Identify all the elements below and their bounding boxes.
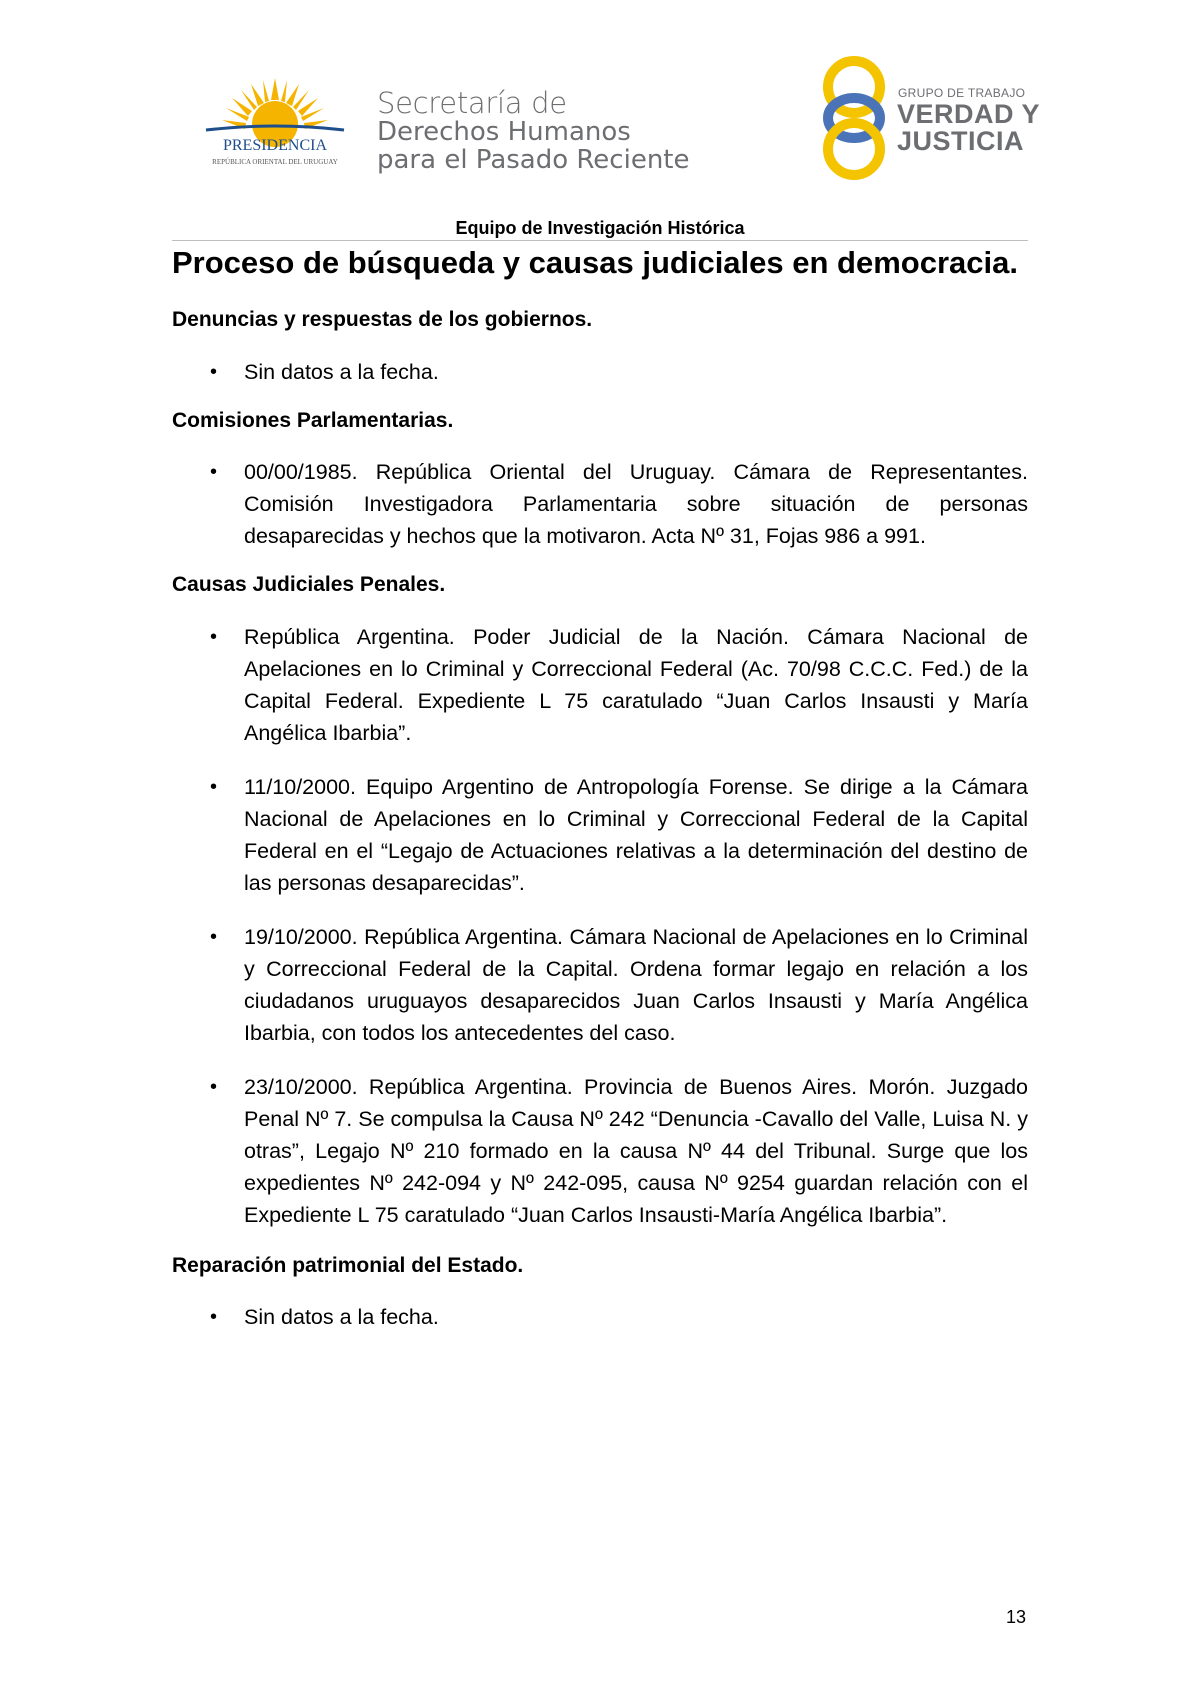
bullet-icon: • xyxy=(210,926,218,948)
page-content xyxy=(172,244,1028,1333)
secretaria-line-2: Derechos Humanos xyxy=(377,117,631,147)
list-item xyxy=(172,1071,1028,1231)
secretaria-line-3: para el Pasado Reciente xyxy=(377,145,690,175)
bullet-icon: • xyxy=(210,361,218,383)
section-heading-denuncias: Denuncias y respuestas de los gobiernos. xyxy=(172,308,593,331)
list-item-text: 00/00/1985. República Oriental del Uruguay. Cámara de Representantes. Comisión Investigadora Parlamentaria sobre situación de personas desaparecidas y hechos que la motivaron. Acta Nº 31, Fojas 986 a 991. xyxy=(244,460,1028,548)
bullet-icon: • xyxy=(210,626,218,648)
list-item xyxy=(172,771,1028,899)
list-item-text: República Argentina. Poder Judicial de la Nación. Cámara Nacional de Apelaciones en lo Criminal y Correccional Federal (Ac. 70/98 C.C.C. Fed.) de la Capital Federal. Expediente L 75 caratulado “Juan Carlos Insausti y María Angélica Ibarbia”. xyxy=(244,625,1028,745)
list-item-text: 23/10/2000. República Argentina. Provincia de Buenos Aires. Morón. Juzgado Penal Nº 7. Se compulsa la Causa Nº 242 “Denuncia -Cavallo del Valle, Luisa N. y otras”, Legajo Nº 210 formado en la causa Nº 44 del Tribunal. Surge que los expedientes Nº 242-094 y Nº 242-095, causa Nº 9254 guardan relación con el Expediente L 75 caratulado “Juan Carlos Insausti-María Angélica Ibarbia”. xyxy=(244,1075,1028,1227)
header-divider xyxy=(172,240,1028,241)
page-title: Proceso de búsqueda y causas judiciales en democracia. xyxy=(172,245,1018,280)
list-item xyxy=(172,621,1028,749)
bullet-icon: • xyxy=(210,1306,218,1328)
page-number: 13 xyxy=(1006,1607,1027,1627)
list-item xyxy=(172,1301,1028,1333)
bullet-icon: • xyxy=(210,461,218,483)
list-item-text: Sin datos a la fecha. xyxy=(244,1305,439,1329)
section-heading-causas: Causas Judiciales Penales. xyxy=(172,573,446,596)
list-item xyxy=(172,456,1028,552)
rings-icon xyxy=(822,56,892,180)
bullet-icon: • xyxy=(210,1076,218,1098)
sun-icon xyxy=(196,78,354,178)
svg-text:PRESIDENCIA: PRESIDENCIA xyxy=(222,137,328,154)
list-item xyxy=(172,356,1028,388)
team-heading: Equipo de Investigación Histórica xyxy=(455,218,745,238)
vj-line-2: JUSTICIA xyxy=(897,126,1025,156)
list-item-text: Sin datos a la fecha. xyxy=(244,360,439,384)
section-heading-comisiones: Comisiones Parlamentarias. xyxy=(172,409,454,432)
vj-line-1: VERDAD Y xyxy=(897,99,1041,129)
page-header xyxy=(0,0,1190,200)
vj-title xyxy=(897,101,1040,155)
svg-text:REPÚBLICA ORIENTAL DEL URUGUAY: REPÚBLICA ORIENTAL DEL URUGUAY xyxy=(212,158,338,166)
presidencia-logo xyxy=(196,78,354,178)
secretaria-name xyxy=(377,88,689,174)
bullet-icon: • xyxy=(210,776,218,798)
list-item xyxy=(172,921,1028,1049)
list-item-text: 11/10/2000. Equipo Argentino de Antropología Forense. Se dirige a la Cámara Nacional de Apelaciones en lo Criminal y Correccional Federal de la Capital Federal en el “Legajo de Actuaciones relativas a la determinación del destino de las personas desaparecidas”. xyxy=(244,775,1028,895)
vj-subtitle: GRUPO DE TRABAJO xyxy=(898,86,1026,100)
list-item-text: 19/10/2000. República Argentina. Cámara Nacional de Apelaciones en lo Criminal y Correccional Federal de la Capital. Ordena formar legajo en relación a los ciudadanos uruguayos desaparecidos Juan Carlos Insausti y María Angélica Ibarbia, con todos los antecedentes del caso. xyxy=(244,925,1028,1045)
section-heading-reparacion: Reparación patrimonial del Estado. xyxy=(172,1254,524,1277)
secretaria-line-1: Secretaría de xyxy=(377,86,567,120)
